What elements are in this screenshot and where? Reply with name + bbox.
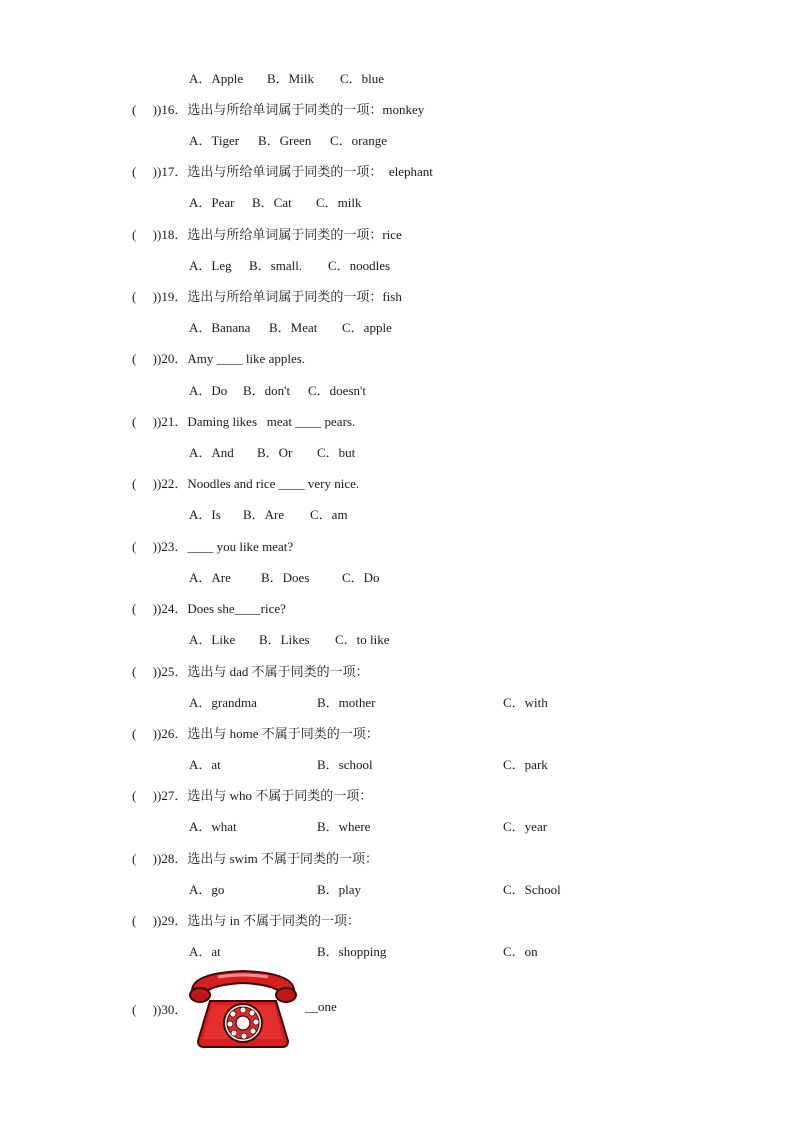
answer-paren[interactable]: ( ) bbox=[132, 164, 157, 179]
question-stem: )29．选出与 in 不属于同类的一项： bbox=[157, 913, 360, 928]
answer-paren[interactable]: ( ) bbox=[132, 913, 157, 928]
option-b: B．don't bbox=[243, 383, 291, 398]
option-c: C．orange bbox=[330, 133, 388, 148]
question-stem: )28．选出与 swim 不属于同类的一项： bbox=[157, 851, 379, 866]
question-stem: )18．选出与所给单词属于同类的一项：rice bbox=[157, 227, 402, 242]
option-b: B．Milk bbox=[267, 71, 314, 86]
option-c: C．apple bbox=[342, 320, 392, 335]
question-stem: )17．选出与所给单词属于同类的一项： elephant bbox=[157, 164, 433, 179]
option-c: C．with bbox=[503, 695, 548, 710]
question-stem: )23．____ you like meat? bbox=[157, 539, 294, 554]
option-b: B．Cat bbox=[252, 195, 292, 210]
red-telephone-icon bbox=[188, 963, 298, 1049]
option-a: A．Tiger bbox=[189, 133, 240, 148]
answer-paren[interactable]: ( ) bbox=[132, 289, 157, 304]
option-c: C．park bbox=[503, 757, 548, 772]
option-b: B．small. bbox=[249, 258, 303, 273]
question-stem: )27．选出与 who 不属于同类的一项： bbox=[157, 788, 373, 803]
option-b: B．play bbox=[317, 882, 362, 897]
answer-paren[interactable]: ( ) bbox=[132, 601, 157, 616]
option-a: A．Do bbox=[189, 383, 228, 398]
option-c: C．School bbox=[503, 882, 561, 897]
option-b: B．Likes bbox=[259, 632, 310, 647]
option-c: C．doesn't bbox=[308, 383, 366, 398]
answer-paren[interactable]: ( ) bbox=[132, 539, 157, 554]
answer-paren[interactable]: ( ) bbox=[132, 664, 157, 679]
option-c: C．on bbox=[503, 944, 538, 959]
answer-paren[interactable]: ( ) bbox=[132, 1002, 157, 1017]
question-stem: )20．Amy ____ like apples. bbox=[157, 351, 306, 366]
option-b: B．school bbox=[317, 757, 373, 772]
question-stem: )26．选出与 home 不属于同类的一项： bbox=[157, 726, 379, 741]
question-stem: )21．Daming likes meat ____ pears. bbox=[157, 414, 356, 429]
option-c: C．noodles bbox=[328, 258, 391, 273]
option-b: B．Are bbox=[243, 507, 285, 522]
question-stem: )30． bbox=[157, 1002, 188, 1017]
question-stem: )19．选出与所给单词属于同类的一项：fish bbox=[157, 289, 402, 304]
option-b: B．Does bbox=[261, 570, 310, 585]
question-stem: )25．选出与 dad 不属于同类的一项： bbox=[157, 664, 369, 679]
option-a: A．Are bbox=[189, 570, 231, 585]
answer-paren[interactable]: ( ) bbox=[132, 476, 157, 491]
option-a: A．Is bbox=[189, 507, 221, 522]
answer-paren[interactable]: ( ) bbox=[132, 851, 157, 866]
option-c: C．but bbox=[317, 445, 356, 460]
option-b: B．Or bbox=[257, 445, 293, 460]
answer-paren[interactable]: ( ) bbox=[132, 726, 157, 741]
option-c: C．milk bbox=[316, 195, 362, 210]
option-a: A．Leg bbox=[189, 258, 232, 273]
answer-paren[interactable]: ( ) bbox=[132, 414, 157, 429]
option-a: A．at bbox=[189, 757, 221, 772]
option-b: B．Green bbox=[258, 133, 312, 148]
option-a: A．what bbox=[189, 819, 237, 834]
option-a: A．at bbox=[189, 944, 221, 959]
answer-paren[interactable]: ( ) bbox=[132, 351, 157, 366]
option-a: A．Apple bbox=[189, 71, 244, 86]
option-c: C．Do bbox=[342, 570, 380, 585]
question-stem: )24．Does she____rice? bbox=[157, 601, 286, 616]
option-c: C．year bbox=[503, 819, 548, 834]
option-a: A．grandma bbox=[189, 695, 257, 710]
answer-paren[interactable]: ( ) bbox=[132, 227, 157, 242]
answer-blank[interactable]: __one bbox=[305, 999, 337, 1014]
option-b: B．where bbox=[317, 819, 371, 834]
option-c: C．am bbox=[310, 507, 348, 522]
option-b: B．mother bbox=[317, 695, 376, 710]
option-a: A．Pear bbox=[189, 195, 235, 210]
question-stem: )16．选出与所给单词属于同类的一项：monkey bbox=[157, 102, 425, 117]
option-c: C．to like bbox=[335, 632, 390, 647]
answer-paren[interactable]: ( ) bbox=[132, 788, 157, 803]
option-a: A．go bbox=[189, 882, 225, 897]
option-a: A．And bbox=[189, 445, 234, 460]
option-c: C．blue bbox=[340, 71, 385, 86]
question-stem: )22．Noodles and rice ____ very nice. bbox=[157, 476, 360, 491]
option-a: A．Banana bbox=[189, 320, 251, 335]
option-a: A．Like bbox=[189, 632, 236, 647]
option-b: B．Meat bbox=[269, 320, 318, 335]
answer-paren[interactable]: ( ) bbox=[132, 102, 157, 117]
option-b: B．shopping bbox=[317, 944, 387, 959]
